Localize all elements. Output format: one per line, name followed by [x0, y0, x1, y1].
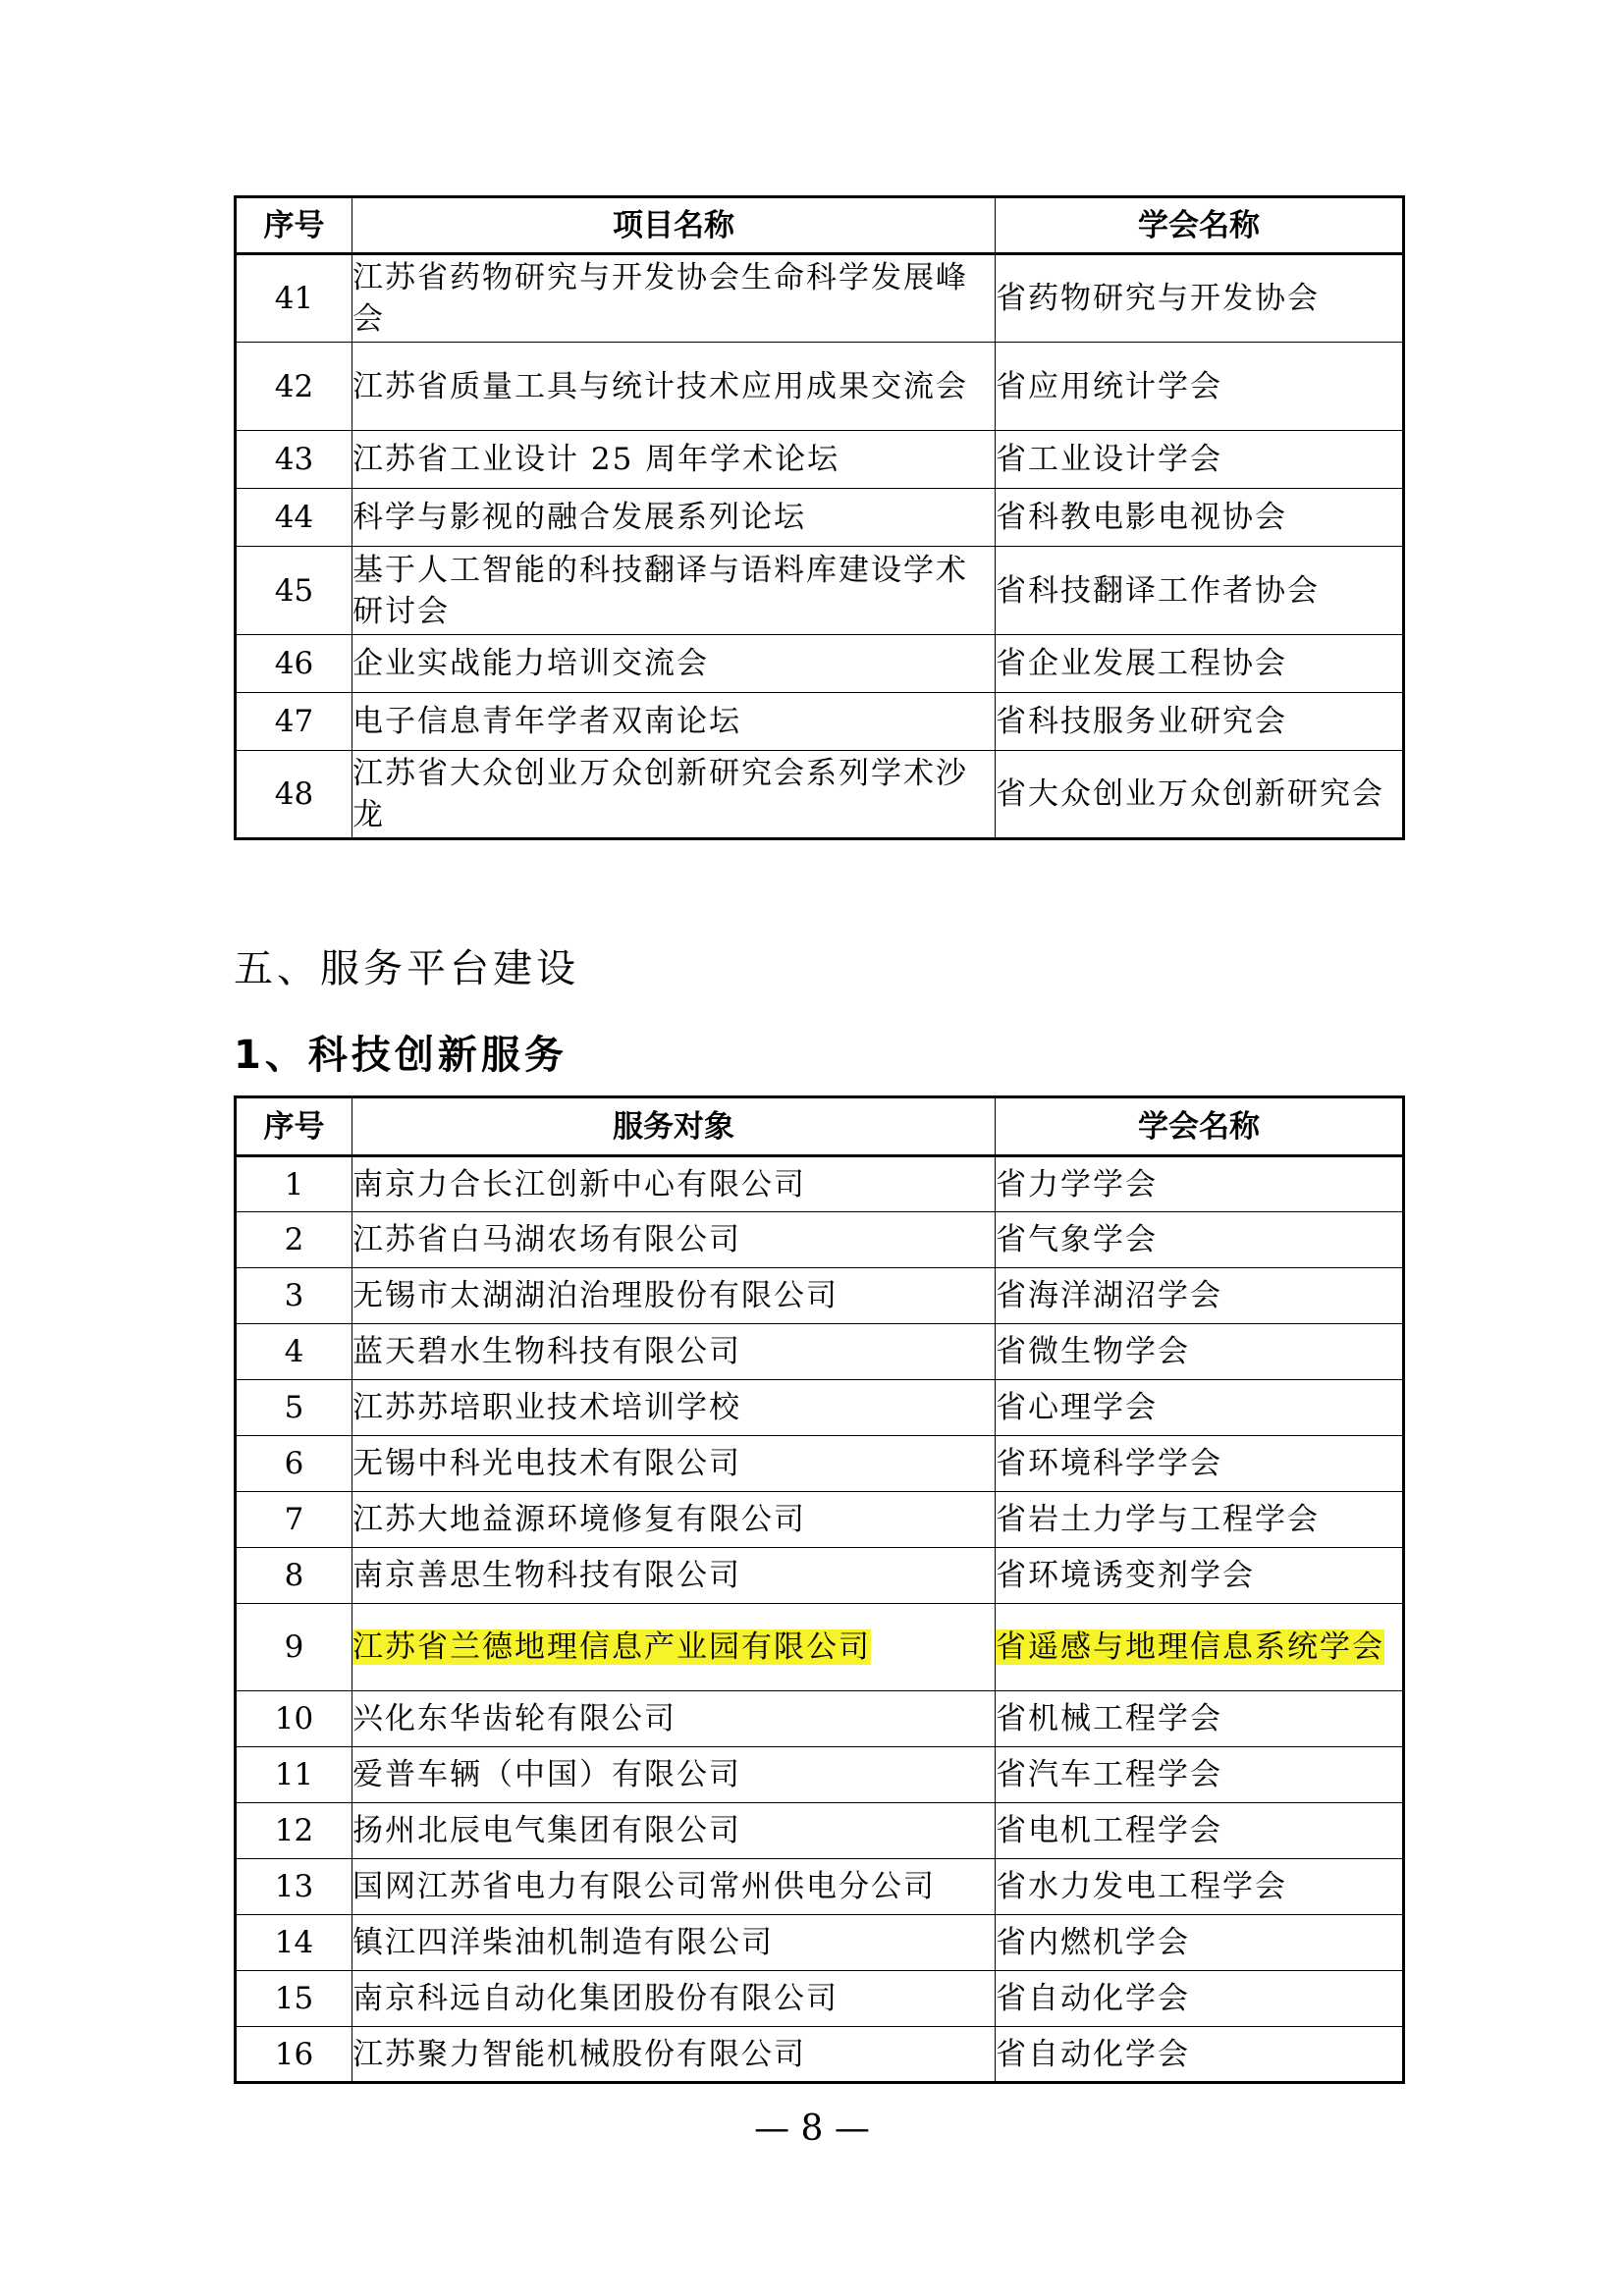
row-society: 省气象学会 — [996, 1212, 1404, 1268]
table-row — [236, 2027, 1404, 2083]
row-no: 47 — [236, 693, 352, 751]
table-row — [236, 693, 1404, 751]
row-no: 8 — [236, 1548, 352, 1604]
row-society: 省科技服务业研究会 — [996, 693, 1404, 751]
row-no: 16 — [236, 2027, 352, 2083]
row-target-cell — [352, 1604, 996, 1691]
table-row — [236, 1803, 1404, 1859]
row-no: 14 — [236, 1915, 352, 1971]
row-no: 3 — [236, 1268, 352, 1324]
row-no: 42 — [236, 343, 352, 431]
sub-heading: 1、科技创新服务 — [234, 1033, 568, 1078]
header-target: 服务对象 — [352, 1097, 996, 1156]
row-society: 省工业设计学会 — [996, 431, 1404, 489]
header-society: 学会名称 — [996, 1097, 1404, 1156]
row-no: 11 — [236, 1747, 352, 1803]
table-row — [236, 1971, 1404, 2027]
row-society: 省环境诱变剂学会 — [996, 1548, 1404, 1604]
row-target: 无锡中科光电技术有限公司 — [352, 1436, 996, 1492]
row-society: 省机械工程学会 — [996, 1691, 1404, 1747]
row-target: 南京科远自动化集团股份有限公司 — [352, 1971, 996, 2027]
row-target: 国网江苏省电力有限公司常州供电分公司 — [352, 1859, 996, 1915]
row-society: 省微生物学会 — [996, 1324, 1404, 1380]
header-project: 项目名称 — [352, 197, 996, 254]
table-row — [236, 254, 1404, 343]
row-project: 江苏省药物研究与开发协会生命科学发展峰会 — [352, 254, 996, 343]
table-row — [236, 1268, 1404, 1324]
row-target: 江苏大地益源环境修复有限公司 — [352, 1492, 996, 1548]
row-no: 44 — [236, 489, 352, 547]
row-target: 蓝天碧水生物科技有限公司 — [352, 1324, 996, 1380]
row-society: 省科教电影电视协会 — [996, 489, 1404, 547]
table-row — [236, 1212, 1404, 1268]
row-no: 48 — [236, 751, 352, 839]
row-target: 江苏苏培职业技术培训学校 — [352, 1380, 996, 1436]
row-no: 6 — [236, 1436, 352, 1492]
row-target: 镇江四洋柴油机制造有限公司 — [352, 1915, 996, 1971]
table-row — [236, 1492, 1404, 1548]
row-society: 省自动化学会 — [996, 1971, 1404, 2027]
row-no: 45 — [236, 547, 352, 635]
row-society: 省企业发展工程协会 — [996, 635, 1404, 693]
row-no: 2 — [236, 1212, 352, 1268]
row-society: 省水力发电工程学会 — [996, 1859, 1404, 1915]
table-row — [236, 1691, 1404, 1747]
table-header-row — [236, 1097, 1404, 1156]
row-society: 省内燃机学会 — [996, 1915, 1404, 1971]
row-project: 江苏省工业设计 25 周年学术论坛 — [352, 431, 996, 489]
row-society: 省海洋湖沼学会 — [996, 1268, 1404, 1324]
row-project: 江苏省质量工具与统计技术应用成果交流会 — [352, 343, 996, 431]
table-row — [236, 343, 1404, 431]
row-society: 省应用统计学会 — [996, 343, 1404, 431]
row-target: 扬州北辰电气集团有限公司 — [352, 1803, 996, 1859]
row-project: 基于人工智能的科技翻译与语料库建设学术研讨会 — [352, 547, 996, 635]
table-row — [236, 1380, 1404, 1436]
table-row — [236, 1747, 1404, 1803]
table-row — [236, 1156, 1404, 1212]
row-project: 企业实战能力培训交流会 — [352, 635, 996, 693]
table-header-row — [236, 197, 1404, 254]
table-row — [236, 489, 1404, 547]
row-target: 兴化东华齿轮有限公司 — [352, 1691, 996, 1747]
table-row — [236, 751, 1404, 839]
table-row — [236, 635, 1404, 693]
row-no: 9 — [236, 1604, 352, 1691]
project-table — [234, 195, 1405, 840]
row-no: 13 — [236, 1859, 352, 1915]
section-heading: 五、服务平台建设 — [234, 946, 579, 991]
row-target: 江苏省白马湖农场有限公司 — [352, 1212, 996, 1268]
row-society: 省科技翻译工作者协会 — [996, 547, 1404, 635]
row-no: 12 — [236, 1803, 352, 1859]
highlighted-target: 江苏省兰德地理信息产业园有限公司 — [352, 1629, 871, 1665]
highlighted-society: 省遥感与地理信息系统学会 — [996, 1629, 1384, 1665]
row-no: 15 — [236, 1971, 352, 2027]
row-project: 科学与影视的融合发展系列论坛 — [352, 489, 996, 547]
header-no: 序号 — [236, 197, 352, 254]
row-project: 江苏省大众创业万众创新研究会系列学术沙龙 — [352, 751, 996, 839]
row-society: 省大众创业万众创新研究会 — [996, 751, 1404, 839]
table-row — [236, 1859, 1404, 1915]
table-row — [236, 1324, 1404, 1380]
row-target: 无锡市太湖湖泊治理股份有限公司 — [352, 1268, 996, 1324]
service-table — [234, 1095, 1405, 2084]
row-society: 省自动化学会 — [996, 2027, 1404, 2083]
row-society: 省药物研究与开发协会 — [996, 254, 1404, 343]
table-row — [236, 431, 1404, 489]
row-target: 南京善思生物科技有限公司 — [352, 1548, 996, 1604]
page-number: — 8 — — [754, 2109, 870, 2149]
row-society: 省岩土力学与工程学会 — [996, 1492, 1404, 1548]
table-row-highlighted — [236, 1604, 1404, 1691]
row-target: 南京力合长江创新中心有限公司 — [352, 1156, 996, 1212]
row-society: 省心理学会 — [996, 1380, 1404, 1436]
row-no: 5 — [236, 1380, 352, 1436]
row-project: 电子信息青年学者双南论坛 — [352, 693, 996, 751]
row-no: 4 — [236, 1324, 352, 1380]
header-no: 序号 — [236, 1097, 352, 1156]
table-row — [236, 1436, 1404, 1492]
table-row — [236, 1548, 1404, 1604]
row-society-cell — [996, 1604, 1404, 1691]
row-society: 省汽车工程学会 — [996, 1747, 1404, 1803]
row-no: 10 — [236, 1691, 352, 1747]
row-society: 省环境科学学会 — [996, 1436, 1404, 1492]
row-society: 省力学学会 — [996, 1156, 1404, 1212]
row-society: 省电机工程学会 — [996, 1803, 1404, 1859]
header-society: 学会名称 — [996, 197, 1404, 254]
row-target: 爱普车辆（中国）有限公司 — [352, 1747, 996, 1803]
row-target: 江苏聚力智能机械股份有限公司 — [352, 2027, 996, 2083]
row-no: 7 — [236, 1492, 352, 1548]
row-no: 1 — [236, 1156, 352, 1212]
row-no: 43 — [236, 431, 352, 489]
table-row — [236, 1915, 1404, 1971]
row-no: 46 — [236, 635, 352, 693]
row-no: 41 — [236, 254, 352, 343]
table-row — [236, 547, 1404, 635]
